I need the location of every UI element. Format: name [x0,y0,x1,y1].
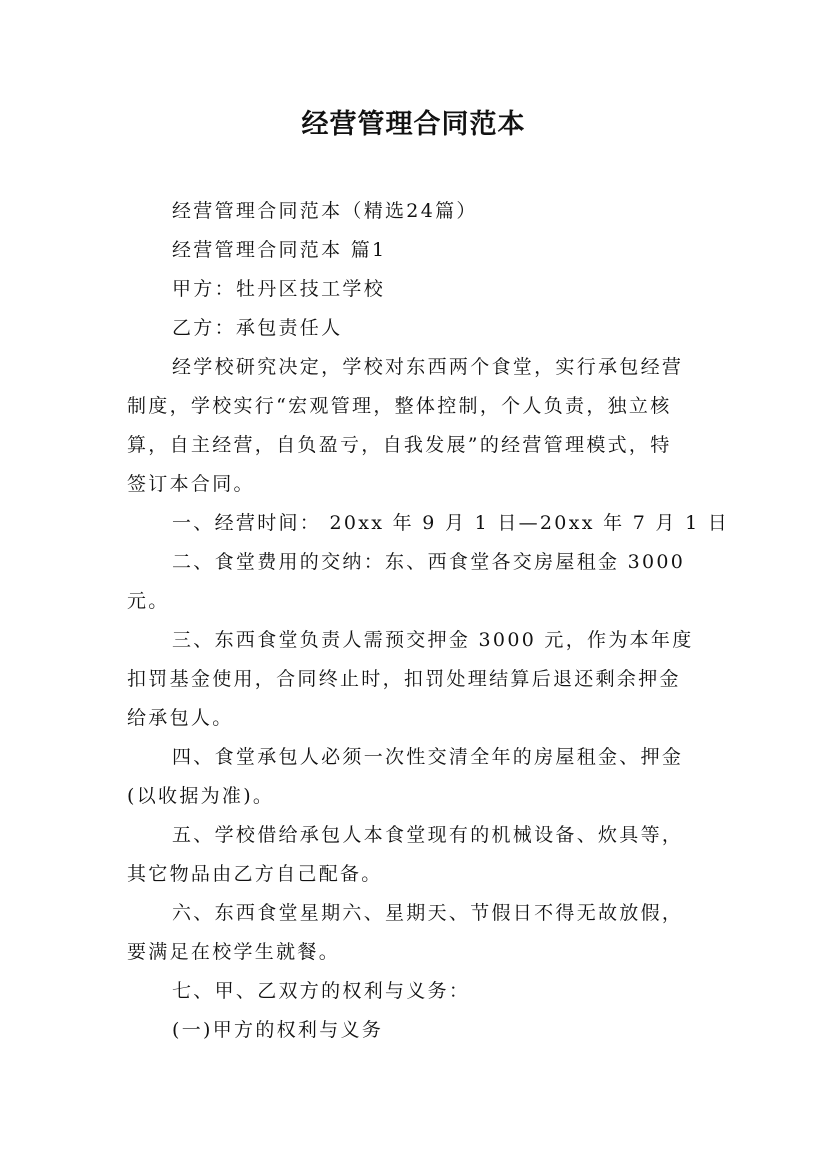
paragraph-line: 六、东西食堂星期六、星期天、节假日不得无故放假， [172,902,684,924]
paragraph-line: 制度，学校实行“宏观管理，整体控制，个人负责，独立核 [127,395,672,417]
document-title: 经营管理合同范本 [301,109,526,140]
paragraph-line: 给承包人。 [127,707,234,729]
paragraph-line: 三、东西食堂负责人需预交押金 3000 元，作为本年度 [172,629,694,651]
paragraph-line: 乙方：承包责任人 [172,317,343,339]
paragraph-line: 签订本合同。 [127,473,255,495]
paragraph-line: 要满足在校学生就餐。 [127,941,341,963]
paragraph-line: 元。 [127,590,170,612]
paragraph-line: 甲方：牡丹区技工学校 [172,278,386,300]
paragraph-line: (以收据为准)。 [127,785,275,807]
paragraph-line: 经营管理合同范本 篇1 [172,239,387,261]
paragraph-line: (一)甲方的权利与义务 [172,1019,384,1041]
paragraph-line: 二、食堂费用的交纳：东、西食堂各交房屋租金 3000 [172,551,686,573]
paragraph-line: 一、经营时间： 20xx 年 9 月 1 日—20xx 年 7 月 1 日 [172,512,730,534]
paragraph-line: 算，自主经营，自负盈亏，自我发展”的经营管理模式，特 [127,434,672,456]
paragraph-line: 经学校研究决定，学校对东西两个食堂，实行承包经营 [172,356,684,378]
paragraph-line: 经营管理合同范本（精选24篇） [172,200,478,222]
paragraph-line: 四、食堂承包人必须一次性交清全年的房屋租金、押金 [172,746,684,768]
paragraph-line: 扣罚基金使用，合同终止时，扣罚处理结算后退还剩余押金 [127,668,681,690]
paragraph-line: 五、学校借给承包人本食堂现有的机械设备、炊具等， [172,824,684,846]
paragraph-line: 其它物品由乙方自己配备。 [127,863,383,885]
paragraph-line: 七、甲、乙双方的权利与义务： [172,980,471,1002]
